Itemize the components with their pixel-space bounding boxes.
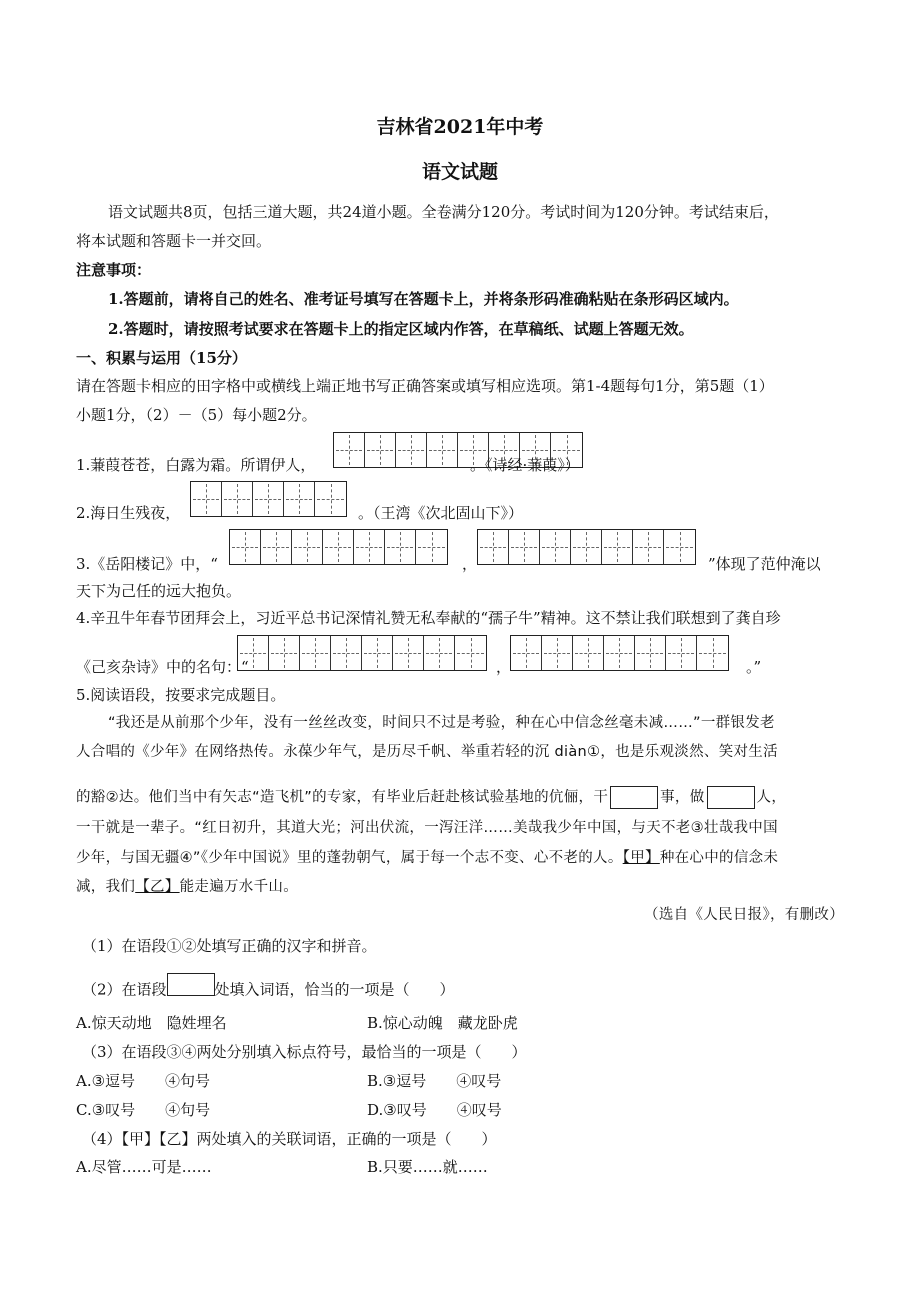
passage-line-3	[76, 786, 786, 809]
passage-line-4: 一干就是一辈子。“红日初升，其道大光；河出伏流，一泻汪洋……美哉我少年中国，与天不老③壮哉我中国	[76, 820, 778, 836]
q4-prefix: 《己亥杂诗》中的名句：“	[76, 658, 249, 676]
exam-title: 吉林省2021年中考	[376, 116, 544, 138]
intro-line-2: 将本试题和答题卡一并交回。	[76, 232, 272, 250]
passage-line-3-text-c: 人，	[756, 789, 787, 806]
sub-question-3: （3）在语段③④两处分别填入标点符号，最恰当的一项是（ ）	[82, 1043, 527, 1061]
q3-answer-grid-1[interactable]	[229, 529, 448, 565]
passage-line-3-text-a: 的豁②达。他们当中有矢志“造飞机”的专家，有毕业后赶赴核试验基地的伉俪，干	[76, 789, 609, 806]
q4-answer-grid-1[interactable]	[237, 635, 487, 671]
notice-heading: 注意事项：	[76, 261, 152, 279]
q4-separator: ，	[496, 658, 512, 676]
sub-question-2-prefix: （2）在语段	[82, 980, 167, 999]
q2-source: 。（王湾《次北固山下》）	[358, 504, 524, 522]
sub-question-2	[82, 979, 455, 1002]
passage-line-6-text-c: 能走遍万水千山。	[179, 879, 299, 895]
section-1-heading: 一、积累与运用（15分）	[76, 349, 247, 367]
sub3-option-d: D.③叹号 ④叹号	[367, 1101, 502, 1119]
sub3-option-c: C.③叹号 ④句号	[76, 1101, 211, 1119]
passage-line-5-text-c: 种在心中的信念未	[659, 850, 779, 866]
passage-line-6-text-a: 减，我们	[76, 879, 136, 895]
sub-question-4: （4）【甲】【乙】两处填入的关联词语，正确的一项是（ ）	[82, 1130, 497, 1148]
q3-prefix: 3.《岳阳楼记》中，“	[76, 555, 218, 573]
q2-answer-grid[interactable]	[190, 481, 347, 517]
blank-box-2	[707, 786, 755, 809]
sub3-option-b: B.③逗号 ④叹号	[367, 1072, 502, 1090]
q4-answer-grid-2[interactable]	[510, 635, 729, 671]
q1-source: 。《诗经·蒹葭》）	[470, 456, 580, 474]
section-1-instruction-1: 请在答题卡相应的田字格中或横线上端正地书写正确答案或填写相应选项。第1-4题每句1分，第5题（1）	[76, 377, 774, 395]
notice-item-1: 1.答题前，请将自己的姓名、准考证号填写在答题卡上，并将条形码准确粘贴在条形码区域内。	[108, 290, 739, 308]
exam-subtitle: 语文试题	[421, 161, 498, 183]
passage-source: （选自《人民日报》，有删改）	[644, 907, 844, 923]
marker-jia: 【甲】	[622, 850, 660, 866]
blank-box-1	[610, 786, 658, 809]
notice-item-2: 2.答题时，请按照考试要求在答题卡上的指定区域内作答，在草稿纸、试题上答题无效。	[108, 320, 694, 338]
passage-line-2: 人合唱的《少年》在网络热传。永葆少年气，是历尽千帆、举重若轻的沉 diàn①，也是乐观淡然、笑对生活	[76, 744, 778, 760]
sub4-option-b: B.只要……就……	[367, 1158, 488, 1176]
passage-line-5	[76, 850, 778, 867]
q3-line-2: 天下为己任的远大抱负。	[76, 582, 242, 600]
q4-line-1: 4.辛丑牛年春节团拜会上，习近平总书记深情礼赞无私奉献的“孺子牛”精神。这不禁让我们联想到了龚自珍	[76, 609, 781, 627]
passage-line-6	[76, 879, 298, 896]
q4-suffix: 。”	[746, 658, 762, 676]
q3-suffix: ”体现了范仲淹以	[708, 555, 821, 573]
q5-heading: 5.阅读语段，按要求完成题目。	[76, 686, 286, 704]
sub4-option-a: A.尽管……可是……	[76, 1158, 212, 1176]
passage-line-5-text-a: 少年，与国无疆④”《少年中国说》里的蓬勃朝气，属于每一个志不变、心不老的人。	[76, 850, 623, 866]
q1-prefix: 1.蒹葭苍苍，白露为霜。所谓伊人，	[76, 456, 316, 474]
sub-question-2-box	[167, 973, 215, 996]
sub-question-1: （1）在语段①②处填写正确的汉字和拼音。	[82, 937, 377, 955]
passage-line-1: “我还是从前那个少年，没有一丝丝改变，时间只不过是考验，种在心中信念丝毫未减……”一群银发老	[108, 715, 775, 731]
marker-yi: 【乙】	[135, 879, 180, 895]
sub2-option-b: B.惊心动魄 藏龙卧虎	[367, 1014, 518, 1032]
q2-prefix: 2.海日生残夜，	[76, 504, 181, 522]
passage-line-3-text-b: 事，做	[660, 789, 705, 806]
intro-line-1: 语文试题共8页，包括三道大题，共24道小题。全卷满分120分。考试时间为120分钟。考试结束后，	[108, 203, 779, 221]
sub-question-2-suffix: 处填入词语，恰当的一项是（ ）	[214, 980, 455, 999]
q3-separator: ，	[462, 555, 478, 573]
sub2-option-a: A.惊天动地 隐姓埋名	[76, 1014, 227, 1032]
q3-answer-grid-2[interactable]	[477, 529, 696, 565]
section-1-instruction-2: 小题1分，（2）－（5）每小题2分。	[76, 406, 317, 424]
sub3-option-a: A.③逗号 ④句号	[76, 1072, 211, 1090]
